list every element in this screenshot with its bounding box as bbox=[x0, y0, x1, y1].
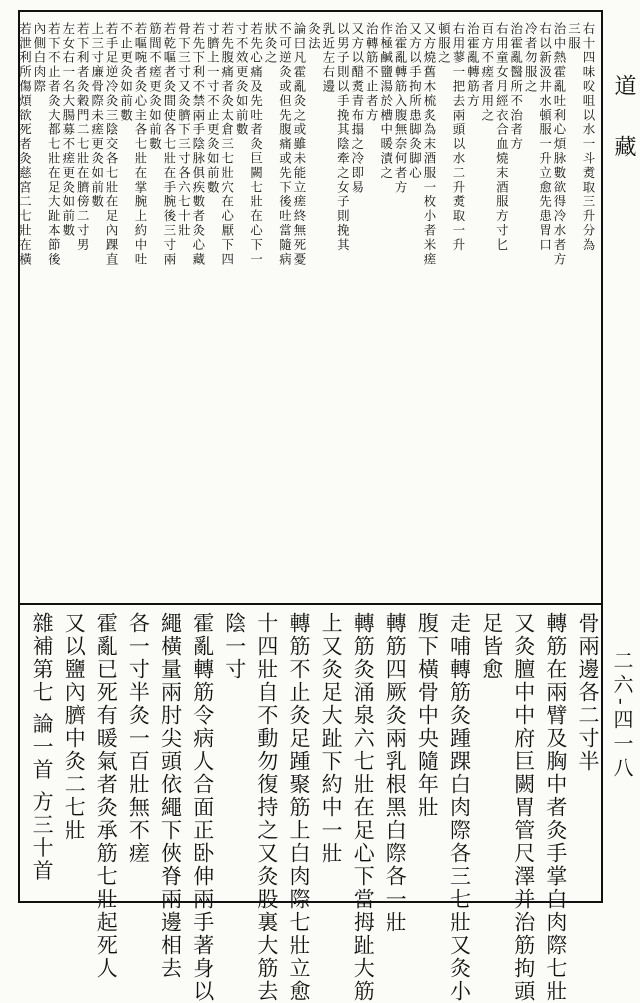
text-column: 乳近左右邊 bbox=[320, 22, 336, 94]
text-column: 右用蓼一把去兩頭以水二升煑取一升 bbox=[450, 22, 466, 253]
text-column: 霍亂已死有暖氣者灸承筋七壯起死人 bbox=[94, 612, 119, 980]
text-column: 治中熱霍亂吐利心煩脉數欲得冷水者方 bbox=[551, 22, 567, 267]
text-column: 足皆愈 bbox=[479, 612, 504, 681]
text-column: 轉筋四厥灸兩乳根黑白際各一壯 bbox=[383, 612, 408, 934]
text-column: 百方不瘥者用之 bbox=[479, 22, 495, 123]
text-column: 若乾嘔者灸間使各七壯在手腕後三寸兩 bbox=[161, 22, 177, 267]
collection-title: 道 藏 bbox=[611, 74, 636, 173]
text-column: 右用童女月經衣合血燒末酒服方寸匕 bbox=[494, 22, 510, 253]
text-column: 腹下橫骨中央隨年壯 bbox=[415, 612, 440, 819]
text-column: 霍亂轉筋令病人合面正卧伸兩手著身以 bbox=[190, 612, 215, 1003]
text-column: 轉筋在兩臂及胸中者灸手掌白肉際七壯 bbox=[543, 612, 568, 1003]
text-column: 骨下三寸又灸臍下三寸各六七十壯 bbox=[176, 22, 192, 238]
text-column: 又灸膻中中府巨闕胃管尺澤并治筋拘頭 bbox=[511, 612, 536, 1003]
text-column: 上三寸廉骨際未瘥更灸如前數 bbox=[89, 22, 105, 210]
text-column: 繩橫量兩肘尖頭依繩下俠脊兩邊相去 bbox=[158, 612, 183, 980]
text-column: 右以新汲井水頓服一升立愈先患胃口 bbox=[537, 22, 553, 253]
text-column: 頓服之 bbox=[436, 22, 452, 66]
text-column: 轉筋灸涌泉六七壯在足心下當拇趾大筋 bbox=[351, 612, 376, 1003]
text-column: 左女右一名大腸募不瘥更灸如前數 bbox=[60, 22, 76, 238]
text-column: 治霍亂醫所不治者方 bbox=[508, 22, 524, 152]
text-column: 各一寸半灸一百壯無不瘥 bbox=[126, 612, 151, 865]
panel-divider bbox=[18, 603, 603, 605]
text-column: 右十四味㕮咀以水一斗煑取三升分為 bbox=[580, 22, 596, 253]
text-column: 治霍亂轉筋方 bbox=[465, 22, 481, 109]
text-column: 十四壯自不動勿復持之又灸股裏大筋去 bbox=[254, 612, 279, 1003]
text-column: 若嘔啘者灸心主各七壯在掌腕上約中吐 bbox=[132, 22, 148, 267]
text-column: 內側白肉際 bbox=[31, 22, 47, 94]
text-column: 筋間不瘥更灸如前數 bbox=[147, 22, 163, 152]
page-number: 二六-四一八 bbox=[610, 650, 634, 781]
text-column: 冷者勿服之 bbox=[523, 22, 539, 94]
text-column: 若先下利不禁兩手陰脉俱疾數者灸心藏 bbox=[190, 22, 206, 267]
text-column: 若手足逆冷灸三陰交各七壯在足內踝直 bbox=[104, 22, 120, 267]
text-column: 轉筋不止灸足踵聚筋上白肉際七壯立愈 bbox=[286, 612, 311, 1003]
text-column: 若先心痛及先吐者灸巨闕七壯在心下一 bbox=[248, 22, 264, 267]
text-column: 治轉筋不止者方 bbox=[364, 22, 380, 123]
text-column: 又以鹽內臍中灸二七壯 bbox=[62, 612, 87, 842]
text-column: 論曰凡霍亂灸之或雖未能立瘥終無死憂 bbox=[291, 22, 307, 267]
text-column: 不可逆灸或但先腹痛或先下後吐當隨病 bbox=[277, 22, 293, 267]
text-column: 雜補第七 論一首 方三十首 bbox=[30, 612, 55, 883]
text-column: 走哺轉筋灸踵踝白肉際各三七壯又灸小 bbox=[447, 612, 472, 1003]
text-column: 若泄利所傷煩欲死者灸慈宮二七壯在橫 bbox=[17, 22, 33, 267]
text-column: 以男子則以手挽其陰牽之女子則挽其 bbox=[335, 22, 351, 253]
text-column: 若下不止者灸大都七壯在足大趾本節後 bbox=[46, 22, 62, 267]
text-column: 又方以醋煑青布搨之冷即易 bbox=[349, 22, 365, 195]
text-column: 陰一寸 bbox=[222, 612, 247, 681]
text-column: 灸法 bbox=[306, 22, 322, 51]
text-column: 上又灸足大趾下約中一壯 bbox=[319, 612, 344, 865]
text-column: 作極鹹鹽湯於槽中暖漬之 bbox=[378, 22, 394, 181]
text-column: 又方燒舊木梳炙為末酒服一枚小者米瘥 bbox=[421, 22, 437, 267]
text-column: 寸臍上一寸不止更灸如前數 bbox=[205, 22, 221, 195]
text-column: 骨兩邊各二寸半 bbox=[575, 612, 600, 773]
text-column: 狀灸之 bbox=[263, 22, 279, 66]
text-column: 三服 bbox=[566, 22, 582, 51]
text-column: 又方以手拘所患脚灸脚心 bbox=[407, 22, 423, 181]
text-column: 不止更灸如前數 bbox=[118, 22, 134, 123]
text-column: 寸不效更灸如前數 bbox=[234, 22, 250, 138]
text-column: 治霍亂轉筋入腹無奈何者方 bbox=[393, 22, 409, 195]
text-column: 若先腹痛者灸太倉三七壯穴在心厭下四 bbox=[219, 22, 235, 267]
text-column: 若下利者灸穀門二七壯在臍傍二寸男 bbox=[75, 22, 91, 253]
